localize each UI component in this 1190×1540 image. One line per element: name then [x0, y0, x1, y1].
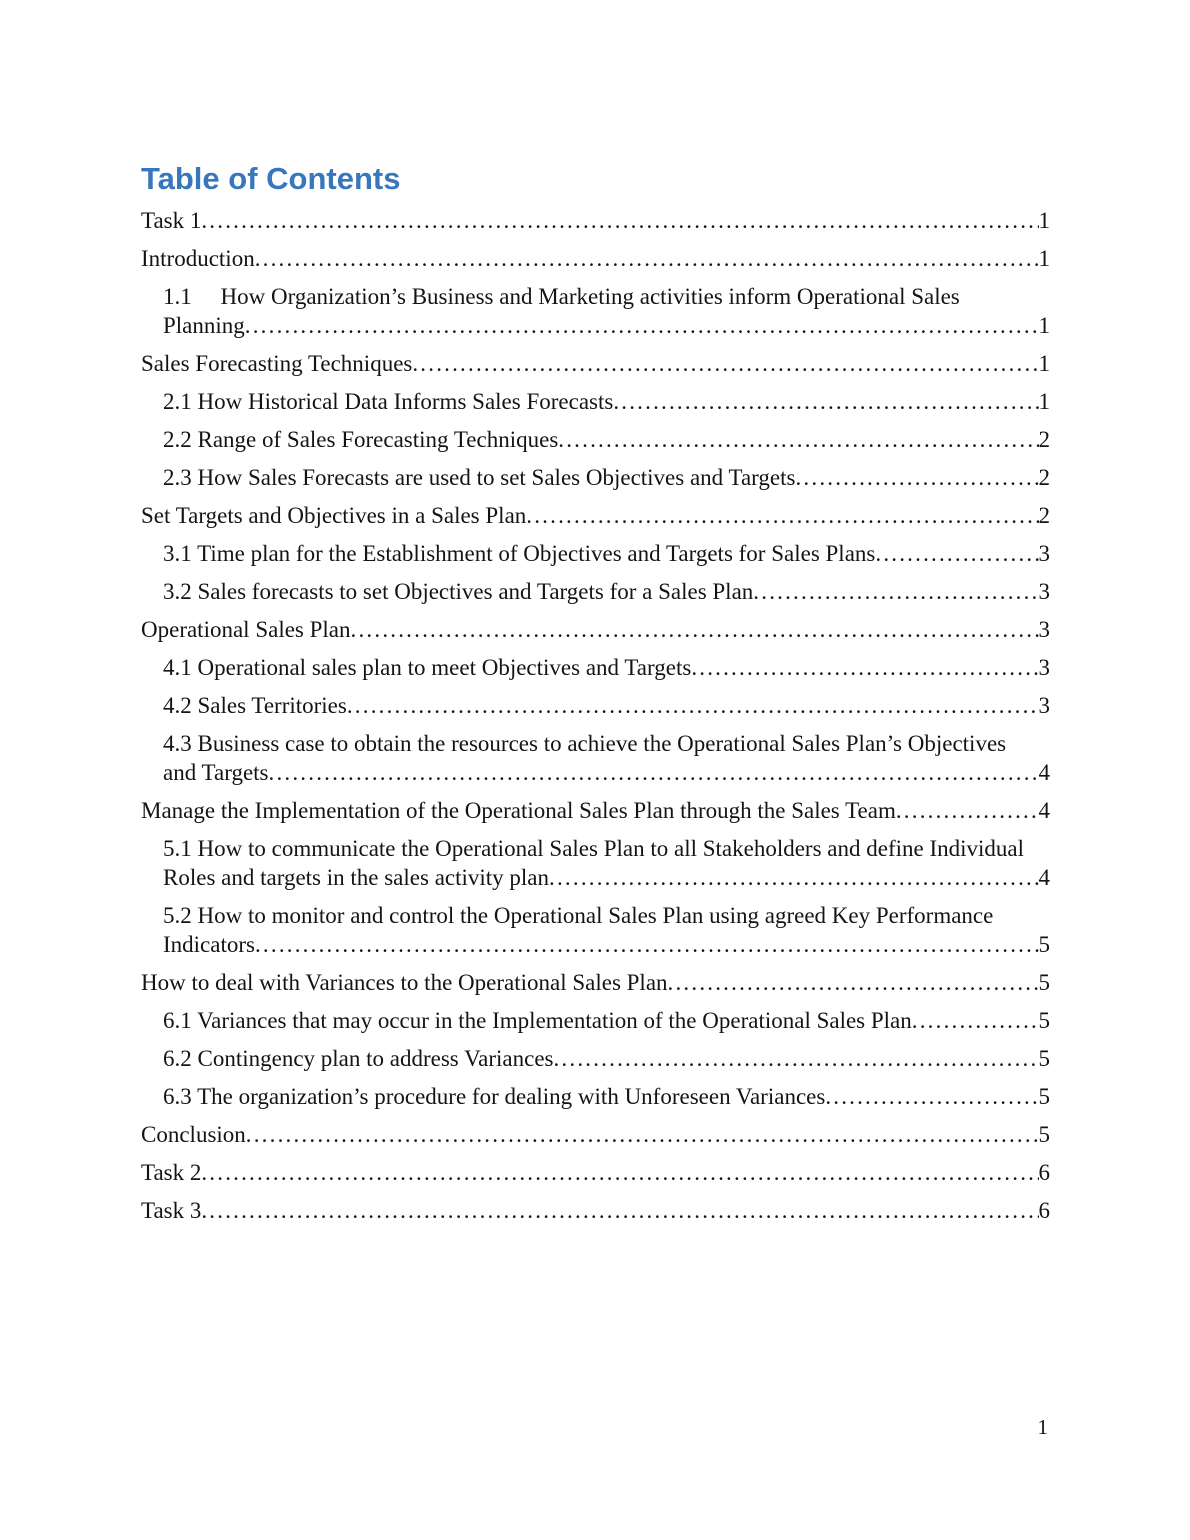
- footer-page-number: 1: [1037, 1415, 1048, 1439]
- toc-entry-row: [163, 863, 1050, 892]
- toc-page-number: 1: [1038, 389, 1050, 414]
- toc-entry-row: [163, 387, 1050, 416]
- toc-page-number: 1: [1038, 313, 1050, 338]
- dot-leader: [255, 244, 1039, 273]
- toc-entry[interactable]: [141, 349, 1050, 378]
- dot-leader: [668, 968, 1039, 997]
- toc-page-number: 6: [1038, 1198, 1050, 1223]
- toc-page-number: 5: [1038, 1122, 1050, 1147]
- toc-entry-row: [163, 758, 1050, 787]
- toc-entry[interactable]: [141, 244, 1050, 273]
- dot-leader: [347, 691, 1039, 720]
- toc-page-number: 2: [1038, 503, 1050, 528]
- toc-page-number: 1: [1038, 208, 1050, 233]
- toc-entry[interactable]: [141, 968, 1050, 997]
- dot-leader: [246, 1120, 1039, 1149]
- toc-entry-text: Set Targets and Objectives in a Sales Plan: [141, 503, 527, 528]
- toc-page-number: 2: [1038, 427, 1050, 452]
- toc-page-number: 4: [1038, 865, 1050, 890]
- toc-list: [141, 206, 1050, 1225]
- toc-entry-text: Operational Sales Plan: [141, 617, 351, 642]
- toc-entry[interactable]: [141, 901, 1050, 959]
- toc-entry-row: [141, 206, 1050, 235]
- toc-entry-row: [163, 539, 1050, 568]
- toc-entry[interactable]: [141, 834, 1050, 892]
- toc-page-number: 3: [1038, 655, 1050, 680]
- toc-entry-row: [141, 501, 1050, 530]
- toc-page-number: 3: [1038, 693, 1050, 718]
- dot-leader: [896, 796, 1039, 825]
- toc-entry-row: [163, 577, 1050, 606]
- toc-entry[interactable]: [141, 796, 1050, 825]
- toc-page-number: 1: [1038, 246, 1050, 271]
- toc-page-number: 5: [1038, 1008, 1050, 1033]
- toc-entry-text: Task 1: [141, 208, 202, 233]
- dot-leader: [412, 349, 1038, 378]
- dot-leader: [558, 425, 1038, 454]
- toc-entry-row: [141, 615, 1050, 644]
- toc-page-number: 6: [1038, 1160, 1050, 1185]
- toc-entry-text: How to deal with Variances to the Operational Sales Plan: [141, 970, 668, 995]
- toc-entry[interactable]: [141, 206, 1050, 235]
- toc-title: Table of Contents: [141, 161, 401, 196]
- toc-entry-text: 2.3 How Sales Forecasts are used to set Sales Objectives and Targets: [163, 465, 796, 490]
- dot-leader: [255, 930, 1039, 959]
- toc-entry-text: Roles and targets in the sales activity plan: [163, 865, 550, 890]
- toc-entry-row: [163, 930, 1050, 959]
- toc-entry-row: [163, 311, 1050, 340]
- toc-entry[interactable]: [141, 1120, 1050, 1149]
- toc-entry-text: and Targets: [163, 760, 269, 785]
- toc-entry-text: Task 3: [141, 1198, 202, 1223]
- toc-entry-text: Task 2: [141, 1160, 202, 1185]
- toc-entry[interactable]: [141, 691, 1050, 720]
- toc-entry-text: Introduction: [141, 246, 255, 271]
- toc-entry-row: [163, 1006, 1050, 1035]
- toc-entry-text: 4.3 Business case to obtain the resources to achieve the Operational Sales Plan’s Objectives: [163, 731, 1007, 756]
- dot-leader: [245, 311, 1039, 340]
- dot-leader: [825, 1082, 1038, 1111]
- dot-leader: [269, 758, 1039, 787]
- toc-page-number: 5: [1038, 932, 1050, 957]
- toc-entry-text: Manage the Implementation of the Operational Sales Plan through the Sales Team: [141, 798, 896, 823]
- toc-entry-row: [163, 1044, 1050, 1073]
- dot-leader: [691, 653, 1038, 682]
- toc-entry[interactable]: [141, 463, 1050, 492]
- toc-entry-row: [163, 691, 1050, 720]
- toc-entry[interactable]: [141, 1082, 1050, 1111]
- toc-entry[interactable]: [141, 653, 1050, 682]
- toc-entry-row: [141, 244, 1050, 273]
- toc-entry-row: [141, 1120, 1050, 1149]
- toc-entry-row: [141, 796, 1050, 825]
- toc-entry-text: 2.2 Range of Sales Forecasting Techniques: [163, 427, 559, 452]
- toc-entry-row: [163, 1082, 1050, 1111]
- toc-entry-text: 4.1 Operational sales plan to meet Objectives and Targets: [163, 655, 692, 680]
- toc-page-number: 5: [1038, 970, 1050, 995]
- toc-entry-row: [141, 349, 1050, 378]
- toc-entry[interactable]: [141, 1006, 1050, 1035]
- toc-entry[interactable]: [141, 577, 1050, 606]
- dot-leader: [201, 1158, 1038, 1187]
- toc-entry[interactable]: [141, 282, 1050, 340]
- dot-leader: [912, 1006, 1039, 1035]
- toc-entry-text: Conclusion: [141, 1122, 246, 1147]
- toc-entry-row: [141, 1158, 1050, 1187]
- toc-entry-text: Planning: [163, 313, 245, 338]
- toc-entry[interactable]: [141, 729, 1050, 787]
- toc-entry-text: 6.3 The organization’s procedure for dealing with Unforeseen Variances: [163, 1084, 826, 1109]
- dot-leader: [549, 863, 1038, 892]
- toc-entry-row: [141, 968, 1050, 997]
- toc-entry[interactable]: [141, 1196, 1050, 1225]
- toc-entry[interactable]: [141, 1044, 1050, 1073]
- toc-entry-text: 3.1 Time plan for the Establishment of Objectives and Targets for Sales Plans: [163, 541, 876, 566]
- toc-entry-text: 4.2 Sales Territories: [163, 693, 347, 718]
- toc-entry-text: 6.1 Variances that may occur in the Implementation of the Operational Sales Plan: [163, 1008, 912, 1033]
- toc-page-number: 3: [1038, 541, 1050, 566]
- toc-page-number: 5: [1038, 1084, 1050, 1109]
- dot-leader: [753, 577, 1038, 606]
- toc-entry[interactable]: [141, 539, 1050, 568]
- toc-entry[interactable]: [141, 387, 1050, 416]
- toc-entry[interactable]: [141, 615, 1050, 644]
- toc-entry-text: 5.1 How to communicate the Operational Sales Plan to all Stakeholders and define Individual: [163, 836, 1025, 861]
- toc-entry-text: 5.2 How to monitor and control the Operational Sales Plan using agreed Key Performance: [163, 903, 994, 928]
- dot-leader: [553, 1044, 1038, 1073]
- toc-entry-text: 6.2 Contingency plan to address Variances: [163, 1046, 554, 1071]
- toc-entry-text: 3.2 Sales forecasts to set Objectives and Targets for a Sales Plan: [163, 579, 754, 604]
- toc-entry-row: [163, 425, 1050, 454]
- dot-leader: [201, 206, 1038, 235]
- dot-leader: [795, 463, 1038, 492]
- dot-leader: [875, 539, 1038, 568]
- dot-leader: [201, 1196, 1038, 1225]
- toc-page-number: 4: [1038, 760, 1050, 785]
- toc-page-number: 2: [1038, 465, 1050, 490]
- toc-page-number: 1: [1038, 351, 1050, 376]
- toc-entry[interactable]: [141, 1158, 1050, 1187]
- toc-entry-text: 1.1 How Organization’s Business and Marketing activities inform Operational Sales: [163, 284, 960, 309]
- toc-page-number: 3: [1038, 579, 1050, 604]
- dot-leader: [613, 387, 1038, 416]
- toc-entry-row: [141, 1196, 1050, 1225]
- toc-page-number: 4: [1038, 798, 1050, 823]
- toc-entry-row: [163, 653, 1050, 682]
- toc-entry[interactable]: [141, 425, 1050, 454]
- toc-entry-text: Indicators: [163, 932, 255, 957]
- toc-entry-row: [163, 463, 1050, 492]
- toc-entry-text: 2.1 How Historical Data Informs Sales Forecasts: [163, 389, 614, 414]
- toc-entry[interactable]: [141, 501, 1050, 530]
- dot-leader: [526, 501, 1038, 530]
- toc-page-number: 3: [1038, 617, 1050, 642]
- toc-entry-text: Sales Forecasting Techniques: [141, 351, 413, 376]
- toc-page-number: 5: [1038, 1046, 1050, 1071]
- dot-leader: [351, 615, 1039, 644]
